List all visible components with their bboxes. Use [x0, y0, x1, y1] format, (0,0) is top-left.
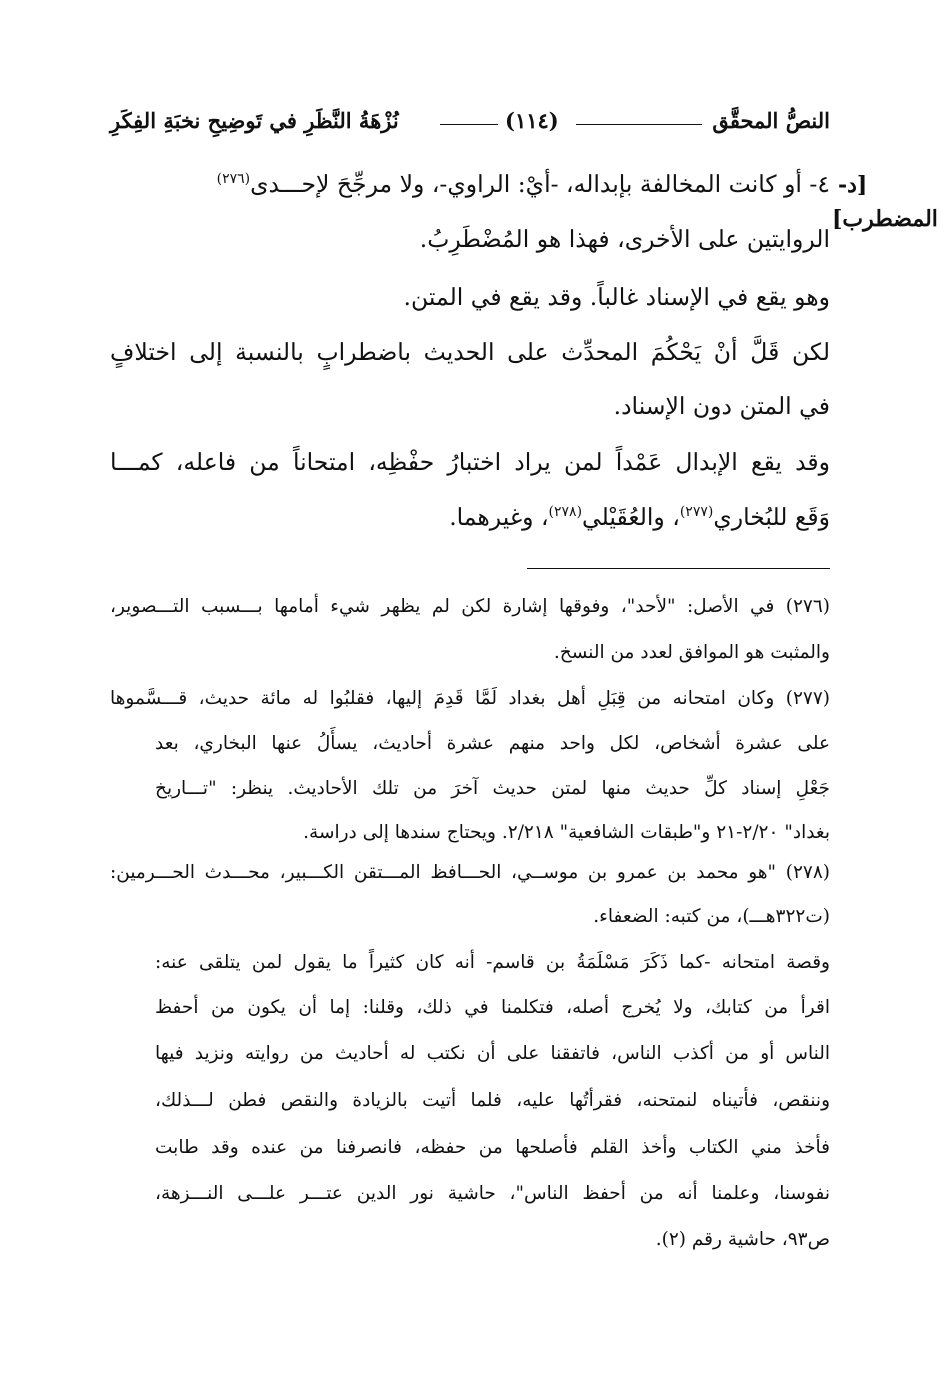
main-line: الروايتين على الأخرى، فهذا هو المُضْطَرِبُ. — [419, 225, 830, 253]
footnote-277-line: بغداد" ٢/٢٠-٢١ و"طبقات الشافعية" ٢/٢١٨. ويحتاج سندها إلى دراسة. — [303, 822, 830, 843]
footnote-278-line: (ت٣٢٢هـــ)، من كتبه: الضعفاء. — [593, 906, 830, 927]
margin-note-close: المضطرب] — [832, 206, 938, 232]
footnote-ref-278: (٢٧٨) — [548, 504, 583, 521]
footnote-277-line: (٢٧٧) وكان امتحانه من قِبَلِ أهل بغداد لَمَّا قَدِمَ إليها، فقلبُوا له مائة حديث، قـــسَّموها — [110, 688, 830, 709]
header-section-title: النصُّ المحقَّق — [712, 108, 830, 133]
footnote-277-line: على عشرة أشخاص، لكل واحد منهم عشرة أحاديث، يسأَلُ عنها البخاري، بعد — [155, 733, 830, 754]
footnote-ref-276: (٢٧٦) — [216, 171, 251, 188]
header-rule-left — [440, 124, 498, 125]
margin-note-open: [د- — [838, 172, 868, 198]
page-number: (١١٤) — [505, 108, 559, 133]
footnote-separator — [527, 568, 830, 569]
footnote-276-line: والمثبت هو الموافق لعدد من النسخ. — [553, 642, 830, 663]
main-line: وَقَع للبُخاري$^{(٢٧٧)}$، والعُقَيْلي$^{(٢٧٨)}$، وغيرهما. — [449, 503, 830, 531]
main-line: وهو يقع في الإسناد غالباً. وقد يقع في المتن. — [403, 283, 830, 311]
main-line: في المتن دون الإسناد. — [613, 392, 830, 420]
footnote-278-line: (٢٧٨) "هو محمد بن عمرو بن موســي، الحـــافظ المـــتقن الكـــبير، محـــدث الحـــرمين: — [110, 862, 830, 883]
footnote-278-line: وقصة امتحانه -كما ذَكَرَ مَسْلَمَةُ بن قاسم- أنه كان كثيراً ما يقول لمن يتلقى عنه: — [155, 952, 830, 973]
main-line: ٤- أو كانت المخالفة بإبداله، -أيْ: الراوي-، ولا مرجِّحَ لإحـــدى$^{(٢٧٦)}$ — [216, 170, 830, 198]
header-rule-right — [576, 124, 702, 125]
header-book-title: نُزْهَةُ النَّظَرِ في تَوضِيحِ نخبَةِ الفِكَرِ — [110, 108, 399, 133]
footnote-278-line: ص٩٣، حاشية رقم (٢). — [655, 1229, 830, 1250]
main-line: لكن قَلَّ أنْ يَحْكُمَ المحدِّث على الحديث باضطرابٍ بالنسبة إلى اختلافٍ — [110, 338, 830, 366]
footnote-278-line: اقرأ من كتابك، ولا يُخرج أصله، فتكلمنا في ذلك، وقلنا: إما أن يكون من أحفظ — [155, 997, 830, 1018]
footnote-278-line: وننقص، فأتيناه لنمتحنه، فقرأتُها عليه، فلما أتيت بالزيادة والنقص فطن لـــذلك، — [155, 1090, 830, 1111]
footnote-278-line: نفوسنا، وعلمنا أنه من أحفظ الناس"، حاشية نور الدين عتـــر علـــى النـــزهة، — [155, 1183, 830, 1204]
running-header — [110, 108, 830, 144]
footnote-278-line: فأخذ مني الكتاب وأخذ القلم فأصلحها من حفظه، فانصرفنا من عنده وقد طابت — [155, 1137, 830, 1158]
footnote-278-line: الناس أو من أكذب الناس، فاتفقنا على أن نكتب له أحاديث من روايته ونزيد فيها — [155, 1043, 830, 1064]
footnote-ref-277: (٢٧٧) — [679, 504, 714, 521]
footnote-277-line: جَعْلِ إسناد كلِّ حديث منها لمتن حديث آخرَ من تلك الأحاديث. ينظر: "تـــاريخ — [155, 778, 830, 799]
main-line: وقد يقع الإبدال عَمْداً لمن يراد اختبارُ حفْظِه، امتحاناً من فاعله، كمـــا — [110, 448, 830, 476]
footnote-276-line: (٢٧٦) في الأصل: "لأحد"، وفوقها إشارة لكن لم يظهر شيء أمامها بـــسبب التـــصوير، — [110, 596, 830, 617]
